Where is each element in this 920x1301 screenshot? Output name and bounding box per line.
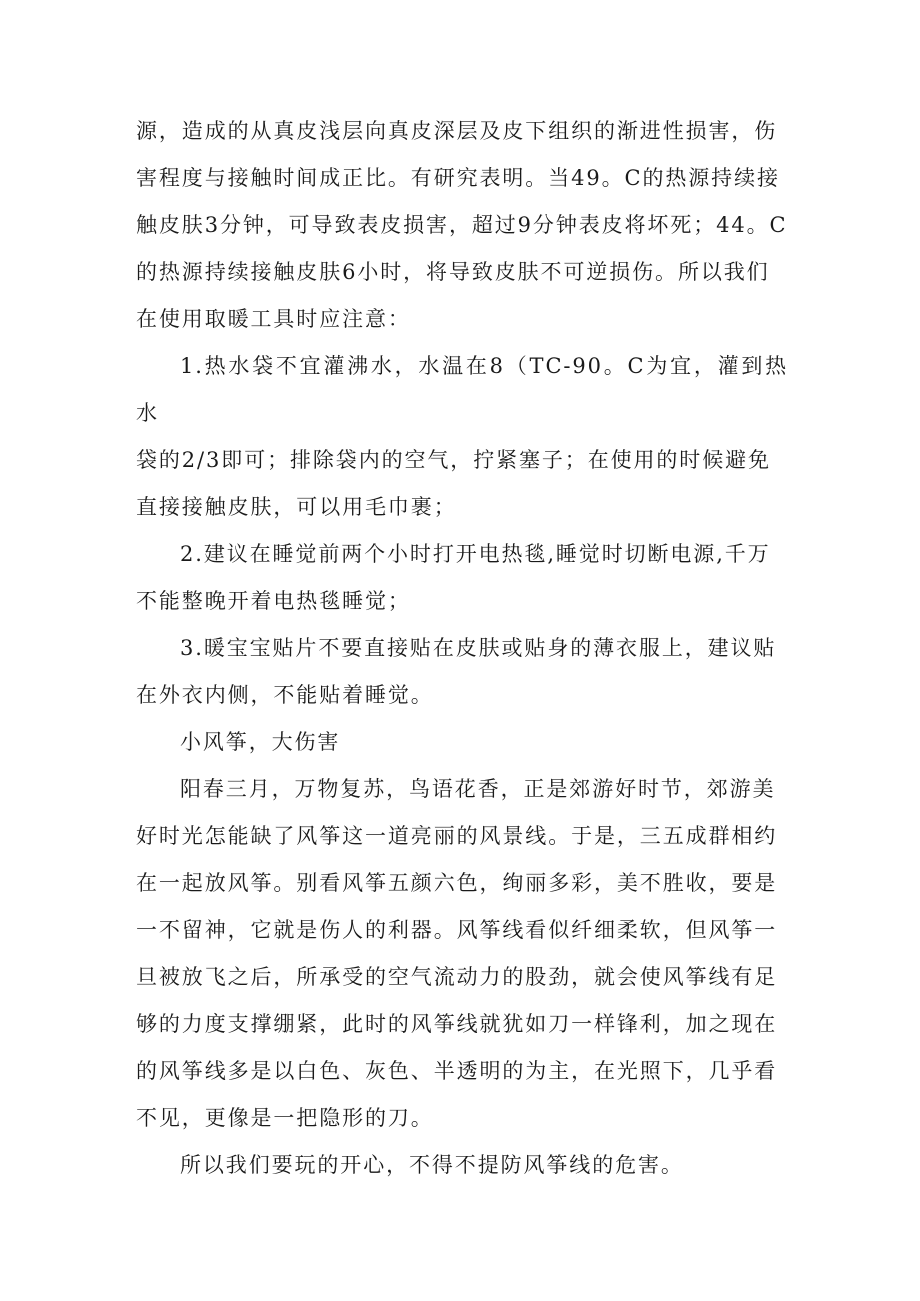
paragraph-electric-blanket: 2.建议在睡觉前两个小时打开电热毯,睡觉时切断电源,千万 不能整晚开着电热毯睡觉；	[136, 542, 771, 613]
section-heading-kite: 小风筝，大伤害	[180, 730, 341, 754]
document-page	[136, 108, 788, 1189]
paragraph-burn-intro: 源，造成的从真皮浅层向真皮深层及皮下组织的渐进性损害，伤 害程度与接触时间成正比。有研究表明。当49。C的热源持续接 触皮肤3分钟，可导致表皮损害，超过9分钟表皮将坏死；44。C 的热源持续接触皮肤6小时，将导致皮肤不可逆损伤。所以我们 在使用取暖工具时应注意：	[136, 119, 788, 331]
paragraph-kite-danger: 阳春三月，万物复苏，鸟语花香，正是郊游好时节，郊游美 好时光怎能缺了风筝这一道亮丽的风景线。于是，三五成群相约 在一起放风筝。别看风筝五颜六色，绚丽多彩，美不胜收，要是 一不留神，它就是伤人的利器。风筝线看似纤细柔软，但风筝一 旦被放飞之后，所承受的空气流动力的股劲，就会使风筝线有足 够的力度支撑绷紧，此时的风筝线就犹如刀一样锋利，加之现在 的风筝线多是以白色、灰色、半透明的为主，在光照下，几乎看 不见，更像是一把隐形的刀。	[136, 777, 778, 1130]
paragraph-heat-patch: 3.暖宝宝贴片不要直接贴在皮肤或贴身的薄衣服上，建议贴 在外衣内侧，不能贴着睡觉。	[136, 636, 777, 707]
paragraph-hot-water-bag: 1.热水袋不宜灌沸水，水温在8（TC-90。C为宜，灌到热水 袋的2/3即可；排除袋内的空气，拧紧塞子；在使用的时候避免 直接接触皮肤，可以用毛巾裹；	[136, 354, 788, 519]
paragraph-kite-conclusion: 所以我们要玩的开心，不得不提防风筝线的危害。	[180, 1153, 684, 1177]
